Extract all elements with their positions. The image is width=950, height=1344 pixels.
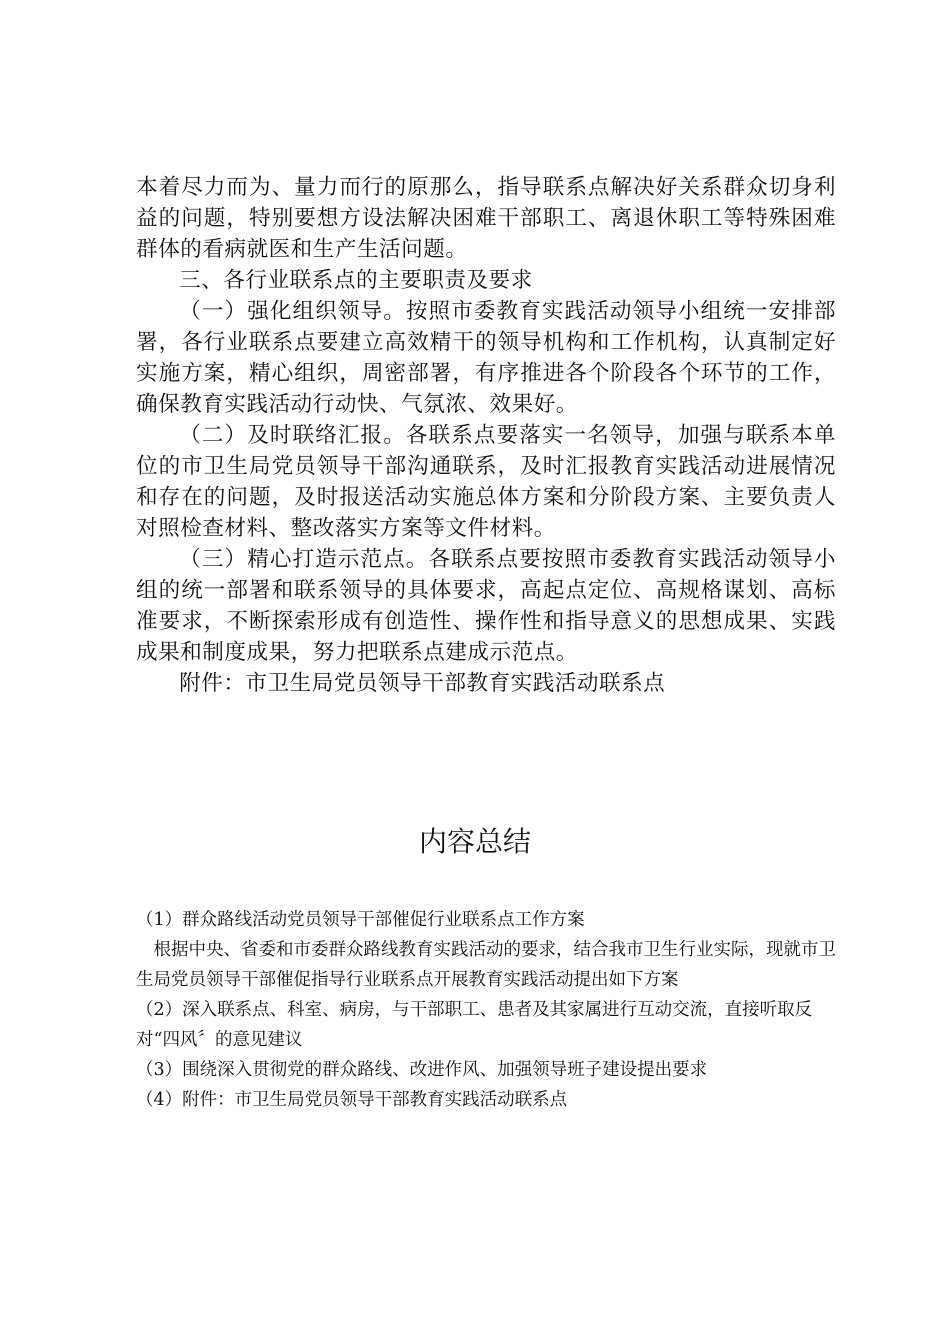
- attachment-line: 附件：市卫生局党员领导干部教育实践活动联系点: [179, 671, 666, 696]
- paragraph-continuation: 本着尽力而为、量力而行的原那么，指导联系点解决好关系群众切身利益的问题，特别要想方设法解决困难干部职工、离退休职工等特殊困难群体的看病就医和生产生活问题。: [136, 175, 836, 262]
- paragraph-item-2: （二）及时联络汇报。各联系点要落实一名领导，加强与联系本单位的市卫生局党员领导干部沟通联系，及时汇报教育实践活动进展情况和存在的问题，及时报送活动实施总体方案和分阶段方案、主要负责人对照检查材料、整改落实方案等文件材料。: [136, 423, 836, 541]
- summary-item-3: （3）围绕深入贯彻党的群众路线、改进作风、加强领导班子建设提出要求: [136, 1060, 708, 1080]
- paragraph-item-3: （三）精心打造示范点。各联系点要按照市委教育实践活动领导小组的统一部署和联系领导的具体要求，高起点定位、高规格谋划、高标准要求，不断探索形成有创造性、操作性和指导意义的思想成果、实践成果和制度成果，努力把联系点建成示范点。: [136, 547, 836, 665]
- summary-item-1-detail: 根据中央、省委和市委群众路线教育实践活动的要求，结合我市卫生行业实际，现就市卫生局党员领导干部催促指导行业联系点开展教育实践活动提出如下方案: [136, 940, 836, 990]
- document-body: [136, 172, 836, 699]
- summary-item-2: （2）深入联系点、科室、病房，与干部职工、患者及其家属进行互动交流，直接听取反对“四风〞的意见建议: [136, 1000, 813, 1050]
- summary-item-4: （4）附件：市卫生局党员领导干部教育实践活动联系点: [136, 1090, 568, 1110]
- summary-list: [136, 905, 836, 1115]
- section-heading: 三、各行业联系点的主要职责及要求: [179, 268, 533, 293]
- summary-title: 内容总结: [418, 825, 531, 858]
- summary-item-1: （1）群众路线活动党员领导干部催促行业联系点工作方案: [136, 910, 585, 930]
- paragraph-item-1: （一）强化组织领导。按照市委教育实践活动领导小组统一安排部署，各行业联系点要建立高效精干的领导机构和工作机构，认真制定好实施方案，精心组织，周密部署，有序推进各个阶段各个环节的工作，确保教育实践活动行动快、气氛浓、效果好。: [136, 299, 836, 417]
